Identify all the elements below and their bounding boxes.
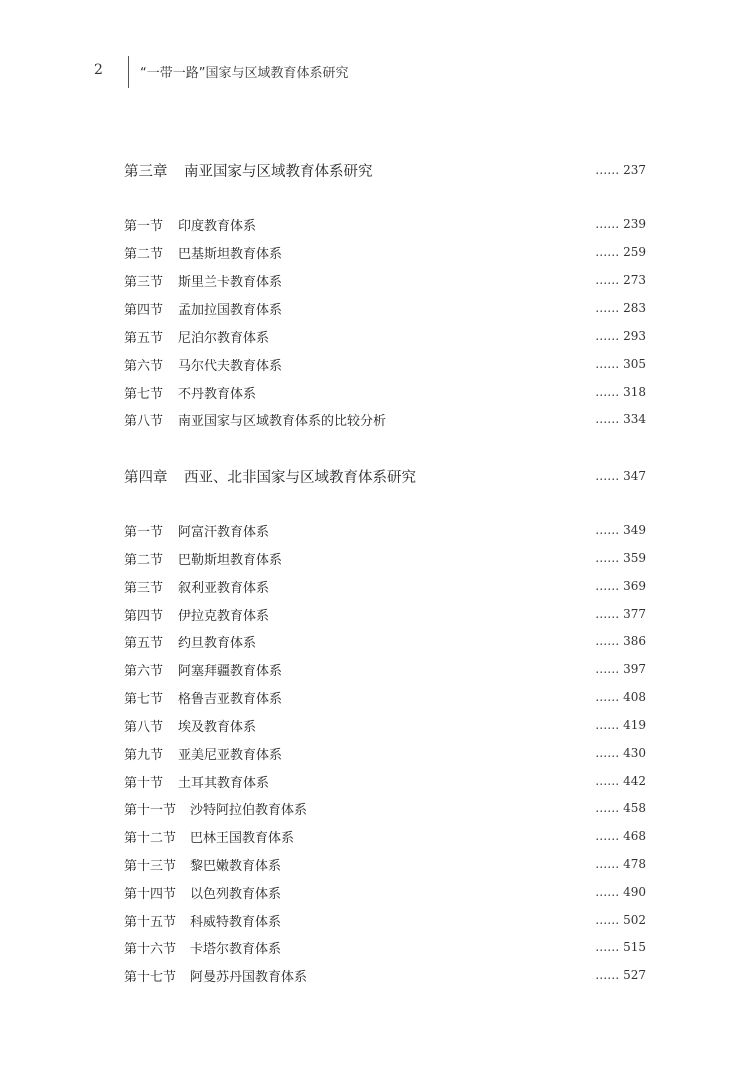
toc-section <box>124 798 646 818</box>
section-label: 第八节 <box>124 719 164 735</box>
toc-section <box>124 242 646 262</box>
section-title: 伊拉克教育体系 <box>178 608 270 624</box>
section-title: 卡塔尔教育体系 <box>190 941 282 957</box>
section-label: 第七节 <box>124 386 164 402</box>
toc-section <box>124 382 646 402</box>
toc-section <box>124 298 646 318</box>
section-title: 亚美尼亚教育体系 <box>178 747 283 763</box>
page-ref: …… 359 <box>595 551 646 565</box>
section-title: 孟加拉国教育体系 <box>178 302 283 318</box>
toc-section <box>124 548 646 568</box>
page-ref: …… 386 <box>595 634 646 648</box>
page-header <box>0 56 750 90</box>
page-ref: …… 397 <box>595 662 646 676</box>
section-title: 埃及教育体系 <box>178 719 257 735</box>
page-ref: …… 305 <box>595 357 646 371</box>
toc-section <box>124 604 646 624</box>
section-title: 南亚国家与区域教育体系的比较分析 <box>178 413 387 429</box>
section-label: 第四节 <box>124 608 164 624</box>
header-divider <box>128 56 129 88</box>
chapter-title: 西亚、北非国家与区域教育体系研究 <box>184 469 416 486</box>
section-label: 第十五节 <box>124 914 177 930</box>
toc-section <box>124 854 646 874</box>
section-title: 马尔代夫教育体系 <box>178 358 283 374</box>
page-ref: …… 527 <box>595 968 646 982</box>
section-title: 印度教育体系 <box>178 218 257 234</box>
section-title: 约旦教育体系 <box>178 635 257 651</box>
page-ref: …… 377 <box>595 607 646 621</box>
section-label: 第十六节 <box>124 941 177 957</box>
toc-section <box>124 576 646 596</box>
toc-section <box>124 631 646 651</box>
page-ref: …… 408 <box>595 690 646 704</box>
section-label: 第六节 <box>124 663 164 679</box>
chapter-title: 南亚国家与区域教育体系研究 <box>184 163 373 180</box>
page-ref: …… 293 <box>595 329 646 343</box>
section-title: 尼泊尔教育体系 <box>178 330 270 346</box>
page-ref: …… 442 <box>595 774 646 788</box>
toc-section <box>124 520 646 540</box>
section-title: 阿塞拜疆教育体系 <box>178 663 283 679</box>
page-ref: …… 458 <box>595 801 646 815</box>
page-ref: …… 515 <box>595 940 646 954</box>
section-title: 黎巴嫩教育体系 <box>190 858 282 874</box>
page-ref: …… 369 <box>595 579 646 593</box>
chapter-label: 第三章 <box>124 163 168 180</box>
toc-section <box>124 910 646 930</box>
page-ref: …… 237 <box>595 163 646 177</box>
toc-section <box>124 882 646 902</box>
page-ref: …… 334 <box>595 412 646 426</box>
section-title: 不丹教育体系 <box>178 386 257 402</box>
toc-section <box>124 409 646 429</box>
toc-section <box>124 965 646 985</box>
section-label: 第十三节 <box>124 858 177 874</box>
section-title: 以色列教育体系 <box>190 886 282 902</box>
page-ref: …… 419 <box>595 718 646 732</box>
toc-section <box>124 771 646 791</box>
section-title: 阿富汗教育体系 <box>178 524 270 540</box>
section-label: 第三节 <box>124 274 164 290</box>
section-title: 土耳其教育体系 <box>178 775 270 791</box>
chapter-label: 第四章 <box>124 469 168 486</box>
section-title: 斯里兰卡教育体系 <box>178 274 283 290</box>
section-label: 第五节 <box>124 330 164 346</box>
toc-section <box>124 687 646 707</box>
toc-section <box>124 715 646 735</box>
page-ref: …… 318 <box>595 385 646 399</box>
section-title: 格鲁吉亚教育体系 <box>178 691 283 707</box>
page-ref: …… 273 <box>595 273 646 287</box>
section-label: 第七节 <box>124 691 164 707</box>
section-label: 第二节 <box>124 552 164 568</box>
toc-section <box>124 659 646 679</box>
section-title: 叙利亚教育体系 <box>178 580 270 596</box>
section-label: 第一节 <box>124 218 164 234</box>
page-number: 2 <box>94 62 103 78</box>
section-label: 第六节 <box>124 358 164 374</box>
page-ref: …… 502 <box>595 913 646 927</box>
toc-section <box>124 826 646 846</box>
running-title: “一带一路”国家与区域教育体系研究 <box>140 66 349 81</box>
section-label: 第九节 <box>124 747 164 763</box>
toc-section <box>124 743 646 763</box>
toc-section <box>124 270 646 290</box>
page-ref: …… 239 <box>595 217 646 231</box>
section-label: 第十一节 <box>124 802 177 818</box>
section-title: 阿曼苏丹国教育体系 <box>190 969 308 985</box>
page-ref: …… 283 <box>595 301 646 315</box>
toc-chapter <box>124 466 646 486</box>
section-title: 沙特阿拉伯教育体系 <box>190 802 308 818</box>
page-ref: …… 478 <box>595 857 646 871</box>
section-label: 第四节 <box>124 302 164 318</box>
page-ref: …… 349 <box>595 523 646 537</box>
page-ref: …… 430 <box>595 746 646 760</box>
section-title: 科威特教育体系 <box>190 914 282 930</box>
section-label: 第十七节 <box>124 969 177 985</box>
section-label: 第五节 <box>124 635 164 651</box>
section-label: 第三节 <box>124 580 164 596</box>
section-title: 巴勒斯坦教育体系 <box>178 552 283 568</box>
section-label: 第十二节 <box>124 830 177 846</box>
section-label: 第一节 <box>124 524 164 540</box>
section-label: 第十四节 <box>124 886 177 902</box>
section-label: 第八节 <box>124 413 164 429</box>
section-title: 巴林王国教育体系 <box>190 830 295 846</box>
toc-chapter <box>124 160 646 180</box>
section-title: 巴基斯坦教育体系 <box>178 246 283 262</box>
section-label: 第二节 <box>124 246 164 262</box>
page-ref: …… 347 <box>595 469 646 483</box>
page-ref: …… 468 <box>595 829 646 843</box>
page-ref: …… 490 <box>595 885 646 899</box>
toc-section <box>124 937 646 957</box>
page-ref: …… 259 <box>595 245 646 259</box>
toc-section <box>124 214 646 234</box>
toc-section <box>124 354 646 374</box>
toc-section <box>124 326 646 346</box>
section-label: 第十节 <box>124 775 164 791</box>
